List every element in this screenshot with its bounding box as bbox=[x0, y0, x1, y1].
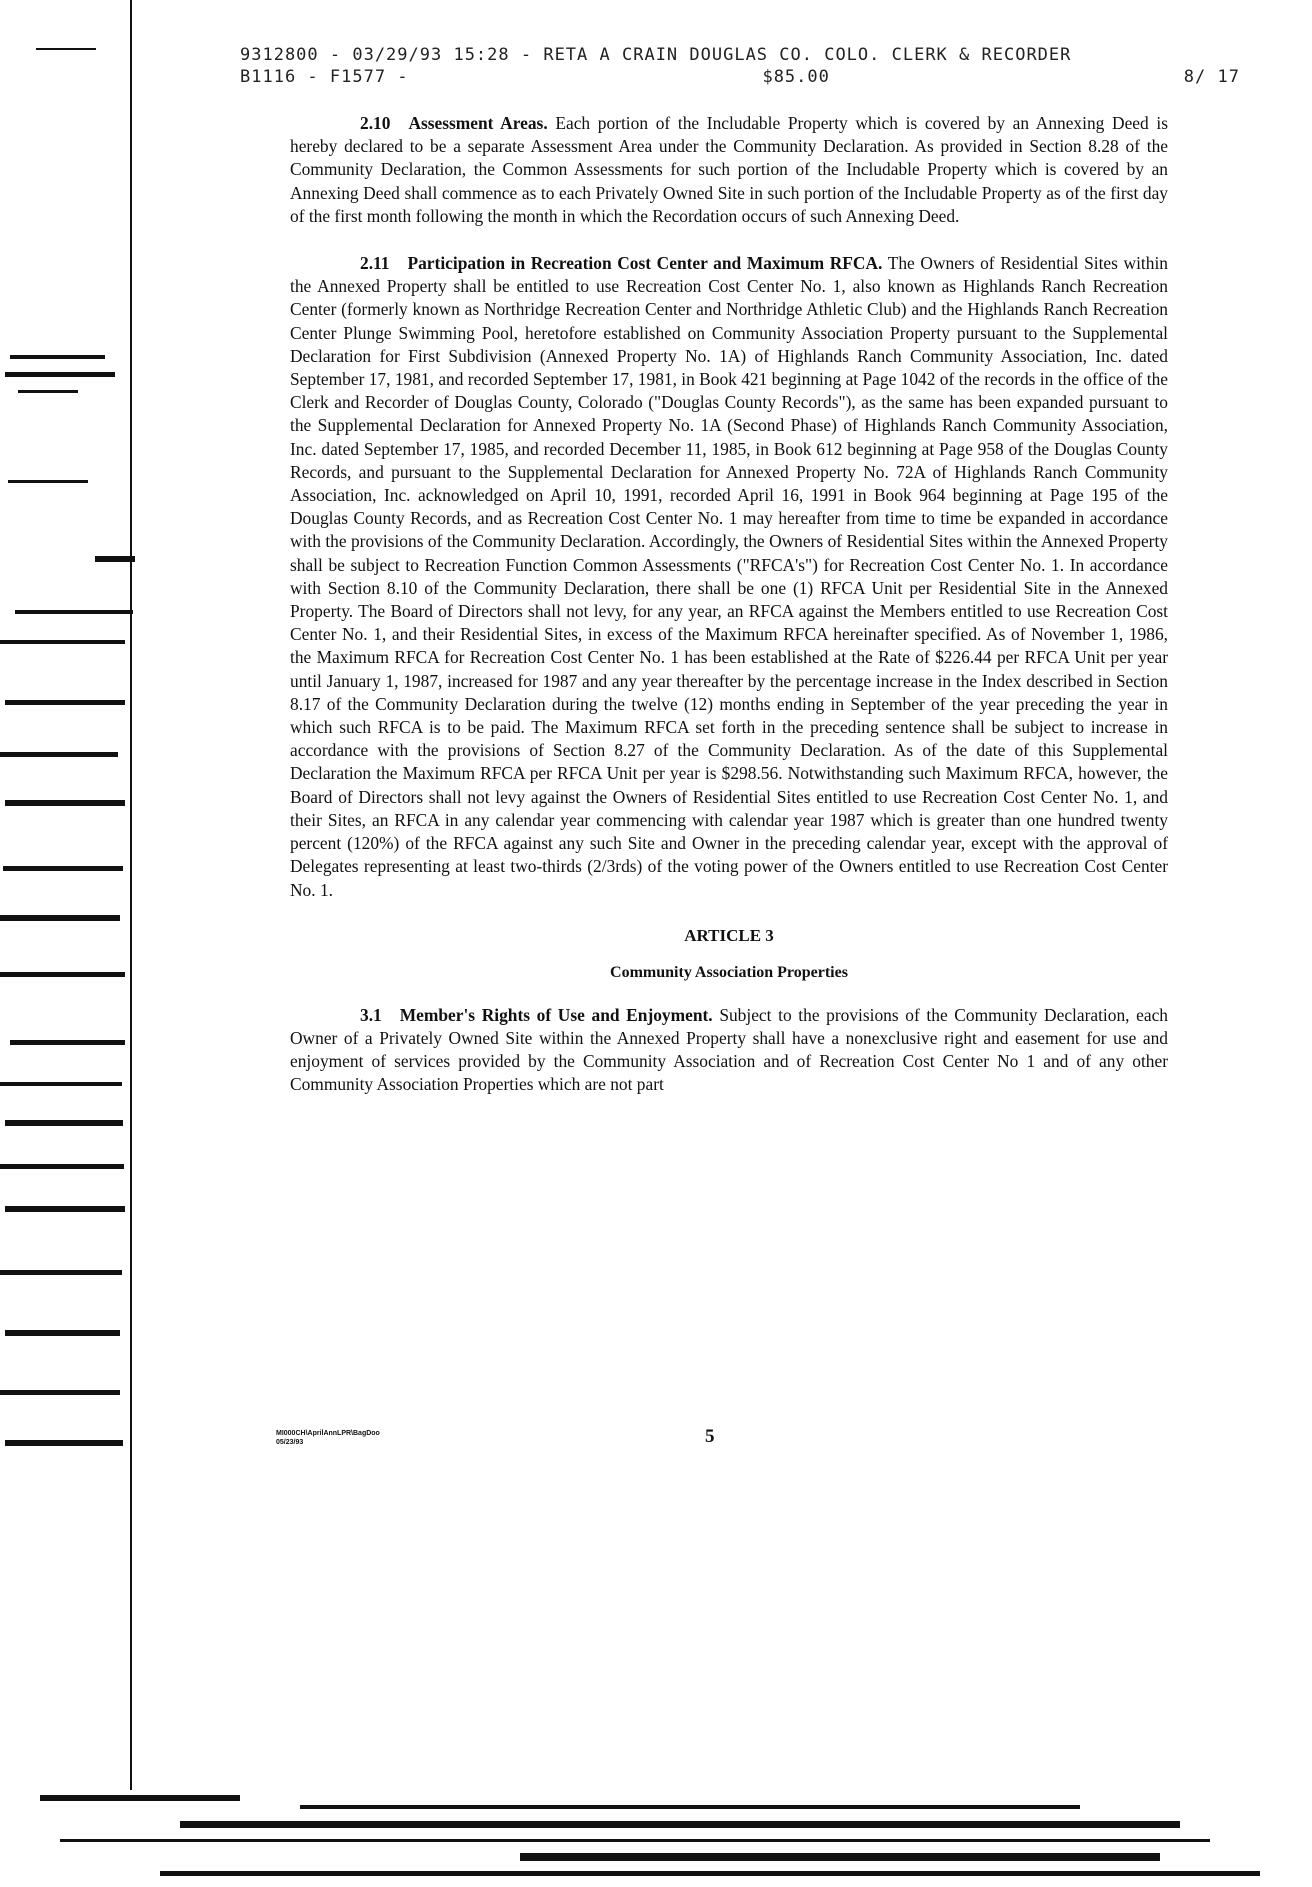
file-code-line-2: 05/23/93 bbox=[276, 1439, 304, 1446]
stamp-fee: $85.00 bbox=[762, 67, 830, 87]
stamp-line-1: 9312800 - 03/29/93 15:28 - RETA A CRAIN DOUGLAS CO. COLO. CLERK & RECORDER bbox=[240, 45, 1072, 65]
section-body: Each portion of the Includable Property which is covered by an Annexing Deed is hereby declared to be a separate Assessment Area under the Community Declaration. As provided in Section 8.28 of the Community Declaration, the Common Assessments for such portion of the Includable Property which is covered by an Annexing Deed shall commence as to each Privately Owned Site in such portion of the Includable Property as of the first day of the first month following the month in which the Recordation occurs of such Annexing Deed. bbox=[290, 113, 1168, 226]
scan-artifact-left-margin bbox=[0, 0, 150, 1887]
section-2-11 bbox=[290, 252, 1168, 902]
section-body: The Owners of Residential Sites within the Annexed Property shall be entitled to use Recreation Cost Center No. 1, also known as Highlands Ranch Recreation Center (formerly known as Northridge Recreation Center and Northridge Athletic Club) and the Highlands Ranch Recreation Center Plunge Swimming Pool, heretofore established on Community Association Property pursuant to the Supplemental Declaration for First Subdivision (Annexed Property No. 1A) of Highlands Ranch Community Association, Inc. dated September 17, 1981, and recorded September 17, 1981, in Book 421 beginning at Page 1042 of the records in the office of the Clerk and Recorder of Douglas County, Colorado ("Douglas County Records"), as the same has been expanded pursuant to the Supplemental Declaration for Annexed Property No. 1A (Second Phase) of Highlands Ranch Community Association, Inc. dated September 17, 1985, and recorded December 11, 1985, in Book 612 beginning at Page 958 of the Douglas County Records, and pursuant to the Supplemental Declaration for Annexed Property No. 72A of Highlands Ranch Community Association, Inc. acknowledged on April 10, 1991, recorded April 16, 1991 in Book 964 beginning at Page 195 of the Douglas County Records, and as Recreation Cost Center No. 1 may hereafter from time to time be expanded in accordance with the provisions of the Community Declaration. Accordingly, the Owners of Residential Sites within the Annexed Property shall be subject to Recreation Function Common Assessments ("RFCA's") for Recreation Cost Center No. 1. In accordance with Section 8.10 of the Community Declaration, there shall be one (1) RFCA Unit per Residential Site in the Annexed Property. The Board of Directors shall not levy, for any year, an RFCA against the Members entitled to use Recreation Cost Center No. 1, and their Residential Sites, in excess of the Maximum RFCA hereinafter specified. As of November 1, 1986, the Maximum RFCA for Recreation Cost Center No. 1 has been established at the Rate of $226.44 per RFCA Unit per year until January 1, 1987, increased for 1987 and any year thereafter by the percentage increase in the Index described in Section 8.17 of the Community Declaration during the twelve (12) months ending in September of the year preceding the year in which such RFCA is to be paid. The Maximum RFCA set forth in the preceding sentence shall be subject to increase in accordance with the provisions of Section 8.27 of the Community Declaration. As of the date of this Supplemental Declaration the Maximum RFCA per RFCA Unit per year is $298.56. Notwithstanding such Maximum RFCA, however, the Board of Directors shall not levy against the Owners of Residential Sites entitled to use Recreation Cost Center No. 1, and their Sites, an RFCA in any calendar year commencing with calendar year 1987 which is greater than one hundred twenty percent (120%) of the RFCA against any such Site and Owner in the preceding calendar year, except with the approval of Delegates representing at least two-thirds (2/3rds) of the voting power of the Owners entitled to use Recreation Cost Center No. 1. bbox=[290, 253, 1168, 900]
page-number: 5 bbox=[705, 1426, 715, 1447]
section-2-10 bbox=[290, 112, 1168, 228]
section-3-1 bbox=[290, 1004, 1168, 1097]
section-number: 3.1 bbox=[360, 1004, 382, 1025]
file-code-line-1: MI000CH\AprilAnnLPR\BagDoo bbox=[276, 1430, 380, 1437]
section-number: 2.10 bbox=[360, 113, 391, 133]
article-title: ARTICLE 3 bbox=[684, 925, 774, 945]
section-heading: Member's Rights of Use and Enjoyment. bbox=[399, 1004, 713, 1025]
recorder-stamp bbox=[240, 44, 1240, 88]
section-number: 2.11 bbox=[360, 253, 390, 274]
scan-artifact-bottom bbox=[0, 1795, 1312, 1887]
article-subtitle: Community Association Properties bbox=[610, 963, 848, 981]
section-heading: Assessment Areas. bbox=[408, 113, 548, 133]
document-file-code bbox=[276, 1429, 380, 1447]
document-page bbox=[290, 112, 1168, 1121]
section-heading: Participation in Recreation Cost Center and Maximum RFCA. bbox=[407, 253, 883, 274]
stamp-page-count: 8/ 17 bbox=[1183, 67, 1240, 87]
section-body: Subject to the provisions of the Community Declaration, each Owner of a Privately Owned Site within the Annexed Property shall have a nonexclusive right and easement for use and enjoyment of services provided by the Community Association and of Recreation Cost Center No 1 and of any other Community Association Properties which are not part bbox=[290, 1004, 1168, 1095]
stamp-book-page: B1116 - F1577 - bbox=[240, 67, 409, 87]
